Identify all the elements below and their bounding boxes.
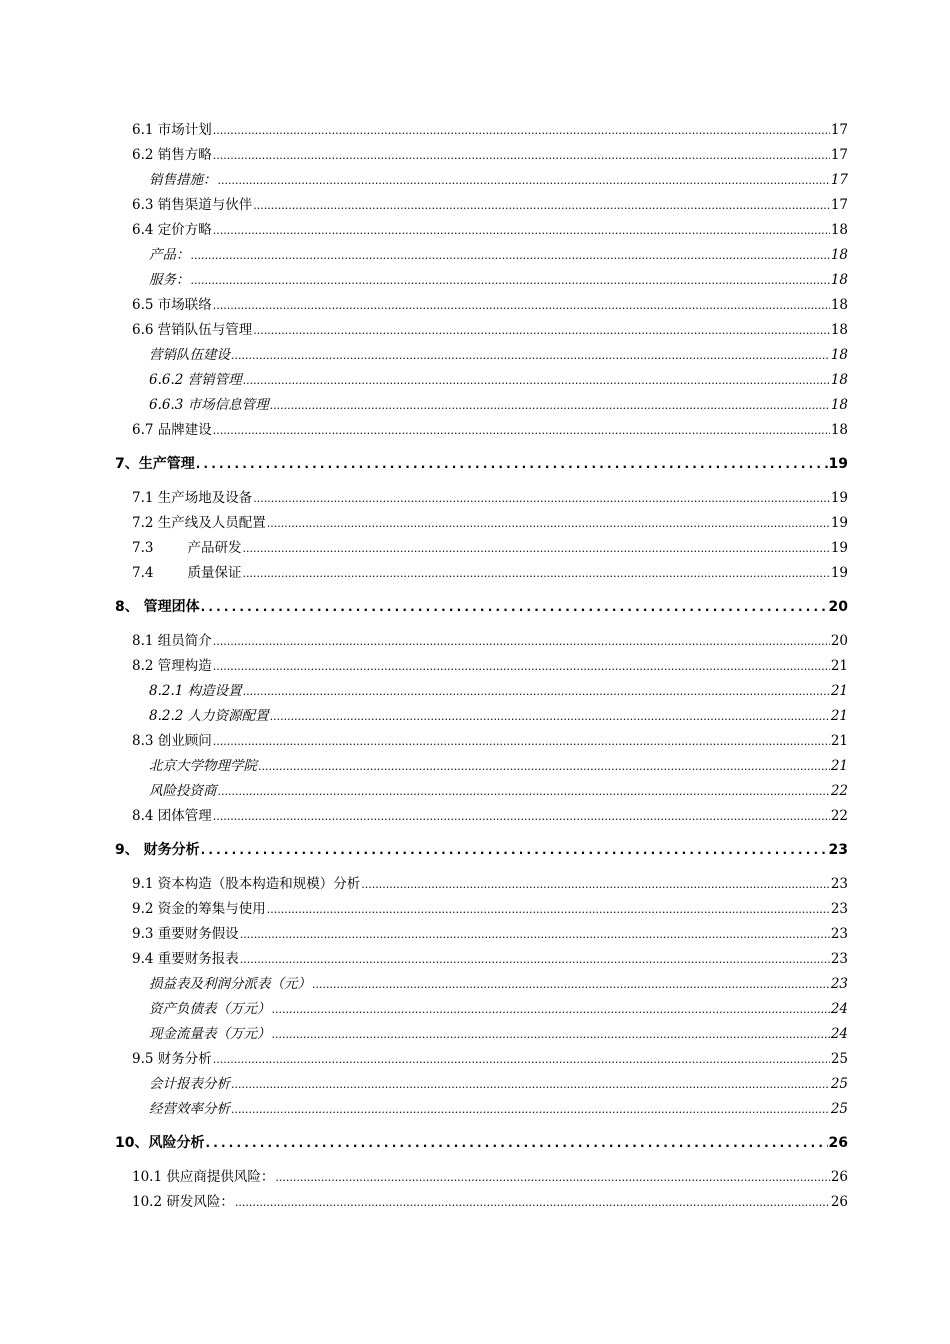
toc-page-number: 26 bbox=[830, 1169, 848, 1185]
toc-entry-title: 6.6.3 市场信息管理 bbox=[149, 397, 269, 413]
toc-entry-title: 6.5 市场联络 bbox=[132, 297, 212, 313]
toc-entry-title: 7.2 生产线及人员配置 bbox=[132, 515, 266, 531]
toc-entry-title: 10.1 供应商提供风险： bbox=[132, 1169, 275, 1185]
toc-dot-leader bbox=[191, 247, 830, 265]
toc-entry-title: 6.3 销售渠道与伙伴 bbox=[132, 197, 253, 213]
toc-page-number: 18 bbox=[830, 322, 848, 338]
toc-dot-leader bbox=[235, 1194, 830, 1212]
toc-subsection-entry[interactable] bbox=[149, 682, 848, 701]
toc-dot-leader bbox=[258, 758, 830, 776]
toc-dot-leader bbox=[201, 841, 828, 859]
toc-section-entry[interactable] bbox=[132, 875, 848, 894]
toc-page-number: 18 bbox=[830, 222, 848, 238]
toc-entry-title: 8.3 创业顾问 bbox=[132, 733, 212, 749]
toc-entry-title: 8、 管理团体 bbox=[115, 599, 200, 615]
toc-entry-label: 产品研发 bbox=[187, 540, 242, 556]
toc-entry-title: 产品： bbox=[149, 247, 190, 263]
toc-entry-title: 损益表及利润分派表（元） bbox=[149, 976, 311, 992]
toc-section-entry[interactable] bbox=[132, 514, 848, 533]
toc-subsection-entry[interactable] bbox=[149, 396, 848, 415]
toc-page-number: 23 bbox=[828, 842, 848, 858]
toc-section-entry[interactable] bbox=[132, 196, 848, 215]
toc-section-entry[interactable] bbox=[132, 807, 848, 826]
toc-page-number: 20 bbox=[828, 599, 848, 615]
toc-dot-leader bbox=[213, 658, 830, 676]
toc-page-number: 18 bbox=[830, 347, 848, 363]
toc-entry-title: 6.6 营销队伍与管理 bbox=[132, 322, 253, 338]
toc-dot-leader bbox=[231, 1101, 830, 1119]
toc-page-number: 20 bbox=[830, 633, 848, 649]
toc-dot-leader bbox=[191, 272, 830, 290]
toc-entry-number: 7.3 bbox=[132, 540, 154, 556]
toc-dot-leader bbox=[267, 515, 830, 533]
toc-page-number: 25 bbox=[830, 1051, 848, 1067]
toc-entry-title: 服务： bbox=[149, 272, 190, 288]
toc-entry-label: 质量保证 bbox=[187, 565, 242, 581]
toc-page-number: 26 bbox=[830, 1194, 848, 1210]
toc-subsection-entry[interactable] bbox=[149, 707, 848, 726]
toc-dot-leader bbox=[205, 1134, 827, 1152]
toc-page-number: 21 bbox=[830, 733, 848, 749]
toc-entry-title: 6.2 销售方略 bbox=[132, 147, 212, 163]
toc-section-entry[interactable] bbox=[132, 1193, 848, 1212]
toc-chapter-entry[interactable] bbox=[115, 598, 848, 616]
toc-entry-title: 销售措施： bbox=[149, 172, 217, 188]
toc-page-number: 23 bbox=[830, 876, 848, 892]
toc-subsection-entry[interactable] bbox=[149, 1075, 848, 1094]
toc-dot-leader bbox=[213, 147, 830, 165]
toc-subsection-entry[interactable] bbox=[149, 757, 848, 776]
toc-dot-leader bbox=[213, 122, 830, 140]
toc-dot-leader bbox=[213, 422, 830, 440]
toc-page-number: 18 bbox=[830, 397, 848, 413]
toc-page-number: 25 bbox=[830, 1101, 848, 1117]
toc-dot-leader bbox=[253, 490, 830, 508]
toc-section-entry[interactable] bbox=[132, 564, 848, 583]
toc-dot-leader bbox=[272, 1026, 830, 1044]
toc-page-number: 18 bbox=[830, 372, 848, 388]
toc-page-number: 21 bbox=[830, 708, 848, 724]
toc-subsection-entry[interactable] bbox=[149, 271, 848, 290]
toc-section-entry[interactable] bbox=[132, 221, 848, 240]
toc-entry-title bbox=[132, 539, 241, 557]
toc-page-number: 19 bbox=[830, 540, 848, 556]
toc-entry-title: 6.6.2 营销管理 bbox=[149, 372, 242, 388]
toc-dot-leader bbox=[242, 540, 829, 558]
toc-page-number: 23 bbox=[830, 976, 848, 992]
toc-subsection-entry[interactable] bbox=[149, 371, 848, 390]
toc-page-number: 23 bbox=[830, 901, 848, 917]
toc-entry-title: 现金流量表（万元） bbox=[149, 1026, 271, 1042]
toc-dot-leader bbox=[231, 1076, 830, 1094]
toc-dot-leader bbox=[218, 172, 830, 190]
toc-entry-title: 6.1 市场计划 bbox=[132, 122, 212, 138]
toc-section-entry[interactable] bbox=[132, 296, 848, 315]
toc-subsection-entry[interactable] bbox=[149, 246, 848, 265]
toc-page-number: 23 bbox=[830, 951, 848, 967]
toc-entry-title: 10、风险分析 bbox=[115, 1135, 205, 1151]
toc-chapter-entry[interactable] bbox=[115, 455, 848, 473]
toc-dot-leader bbox=[213, 297, 830, 315]
toc-entry-title: 9.3 重要财务假设 bbox=[132, 926, 239, 942]
toc-dot-leader bbox=[213, 633, 830, 651]
toc-page-number: 18 bbox=[830, 422, 848, 438]
toc-page-number: 19 bbox=[830, 565, 848, 581]
toc-section-entry[interactable] bbox=[132, 321, 848, 340]
toc-page-number: 22 bbox=[830, 808, 848, 824]
toc-dot-leader bbox=[240, 926, 830, 944]
toc-page-number: 17 bbox=[830, 147, 848, 163]
toc-section-entry[interactable] bbox=[132, 1050, 848, 1069]
toc-entry-title: 8.2 管理构造 bbox=[132, 658, 212, 674]
toc-dot-leader bbox=[213, 808, 830, 826]
toc-entry-title: 9、 财务分析 bbox=[115, 842, 200, 858]
toc-entry-number: 7.4 bbox=[132, 565, 154, 581]
toc-page-number: 24 bbox=[830, 1001, 848, 1017]
toc-subsection-entry[interactable] bbox=[149, 1025, 848, 1044]
toc-entry-title: 9.1 资本构造（股本构造和规模）分析 bbox=[132, 876, 361, 892]
toc-dot-leader bbox=[213, 1051, 830, 1069]
toc-dot-leader bbox=[218, 783, 830, 801]
toc-page-number: 17 bbox=[830, 197, 848, 213]
toc-page-number: 26 bbox=[828, 1135, 848, 1151]
toc-entry-title: 8.1 组员简介 bbox=[132, 633, 212, 649]
toc-subsection-entry[interactable] bbox=[149, 171, 848, 190]
toc-subsection-entry[interactable] bbox=[149, 1100, 848, 1119]
toc-subsection-entry[interactable] bbox=[149, 346, 848, 365]
toc-section-entry[interactable] bbox=[132, 539, 848, 558]
toc-entry-title bbox=[132, 564, 241, 582]
toc-dot-leader bbox=[275, 1169, 829, 1187]
toc-dot-leader bbox=[253, 197, 830, 215]
toc-subsection-entry[interactable] bbox=[149, 782, 848, 801]
toc-section-entry[interactable] bbox=[132, 732, 848, 751]
toc-page-number: 19 bbox=[830, 515, 848, 531]
toc-section-entry[interactable] bbox=[132, 146, 848, 165]
toc-page-number: 23 bbox=[830, 926, 848, 942]
toc-section-entry[interactable] bbox=[132, 489, 848, 508]
toc-section-entry[interactable] bbox=[132, 925, 848, 944]
toc-page-number: 22 bbox=[830, 783, 848, 799]
toc-entry-title: 会计报表分析 bbox=[149, 1076, 230, 1092]
toc-page-number: 21 bbox=[830, 658, 848, 674]
toc-entry-title: 营销队伍建设 bbox=[149, 347, 230, 363]
toc-page-number: 21 bbox=[830, 683, 848, 699]
toc-dot-leader bbox=[213, 733, 830, 751]
toc-page-number: 18 bbox=[830, 272, 848, 288]
toc-entry-title: 北京大学物理学院 bbox=[149, 758, 257, 774]
toc-dot-leader bbox=[312, 976, 830, 994]
toc-section-entry[interactable] bbox=[132, 900, 848, 919]
toc-subsection-entry[interactable] bbox=[149, 975, 848, 994]
toc-entry-title: 9.2 资金的筹集与使用 bbox=[132, 901, 266, 917]
toc-page-number: 24 bbox=[830, 1026, 848, 1042]
toc-page-number: 18 bbox=[830, 297, 848, 313]
toc-chapter-entry[interactable] bbox=[115, 1134, 848, 1152]
toc-section-entry[interactable] bbox=[132, 121, 848, 140]
toc-section-entry[interactable] bbox=[132, 1168, 848, 1187]
toc-page-number: 17 bbox=[830, 122, 848, 138]
toc-entry-title: 9.5 财务分析 bbox=[132, 1051, 212, 1067]
toc-page-number: 21 bbox=[830, 758, 848, 774]
toc-dot-leader bbox=[272, 1001, 830, 1019]
toc-section-entry[interactable] bbox=[132, 421, 848, 440]
toc-dot-leader bbox=[213, 222, 830, 240]
toc-dot-leader bbox=[267, 901, 830, 919]
toc-dot-leader bbox=[240, 951, 830, 969]
toc-dot-leader bbox=[361, 876, 830, 894]
toc-dot-leader bbox=[196, 455, 828, 473]
toc-page-number: 25 bbox=[830, 1076, 848, 1092]
toc-dot-leader bbox=[201, 598, 828, 616]
toc-dot-leader bbox=[243, 683, 830, 701]
toc-dot-leader bbox=[270, 708, 830, 726]
toc-dot-leader bbox=[253, 322, 830, 340]
toc-subsection-entry[interactable] bbox=[149, 1000, 848, 1019]
toc-entry-title: 经营效率分析 bbox=[149, 1101, 230, 1117]
toc-entry-title: 8.4 团体管理 bbox=[132, 808, 212, 824]
toc-section-entry[interactable] bbox=[132, 632, 848, 651]
toc-entry-title: 10.2 研发风险： bbox=[132, 1194, 234, 1210]
toc-page-number: 19 bbox=[830, 490, 848, 506]
toc-page-number: 18 bbox=[830, 247, 848, 263]
toc-dot-leader bbox=[242, 565, 829, 583]
toc-section-entry[interactable] bbox=[132, 657, 848, 676]
toc-entry-title: 6.7 品牌建设 bbox=[132, 422, 212, 438]
toc-entry-title: 资产负债表（万元） bbox=[149, 1001, 271, 1017]
toc-entry-title: 6.4 定价方略 bbox=[132, 222, 212, 238]
toc-chapter-entry[interactable] bbox=[115, 841, 848, 859]
toc-dot-leader bbox=[270, 397, 830, 415]
toc-entry-title: 7、生产管理 bbox=[115, 456, 195, 472]
toc-page-number: 19 bbox=[828, 456, 848, 472]
toc-dot-leader bbox=[243, 372, 830, 390]
toc-entry-title: 8.2.1 构造设置 bbox=[149, 683, 242, 699]
toc-section-entry[interactable] bbox=[132, 950, 848, 969]
toc-entry-title: 7.1 生产场地及设备 bbox=[132, 490, 253, 506]
toc-dot-leader bbox=[231, 347, 830, 365]
toc-entry-title: 9.4 重要财务报表 bbox=[132, 951, 239, 967]
toc-page-number: 17 bbox=[830, 172, 848, 188]
toc-entry-title: 8.2.2 人力资源配置 bbox=[149, 708, 269, 724]
toc-entry-title: 风险投资商 bbox=[149, 783, 217, 799]
